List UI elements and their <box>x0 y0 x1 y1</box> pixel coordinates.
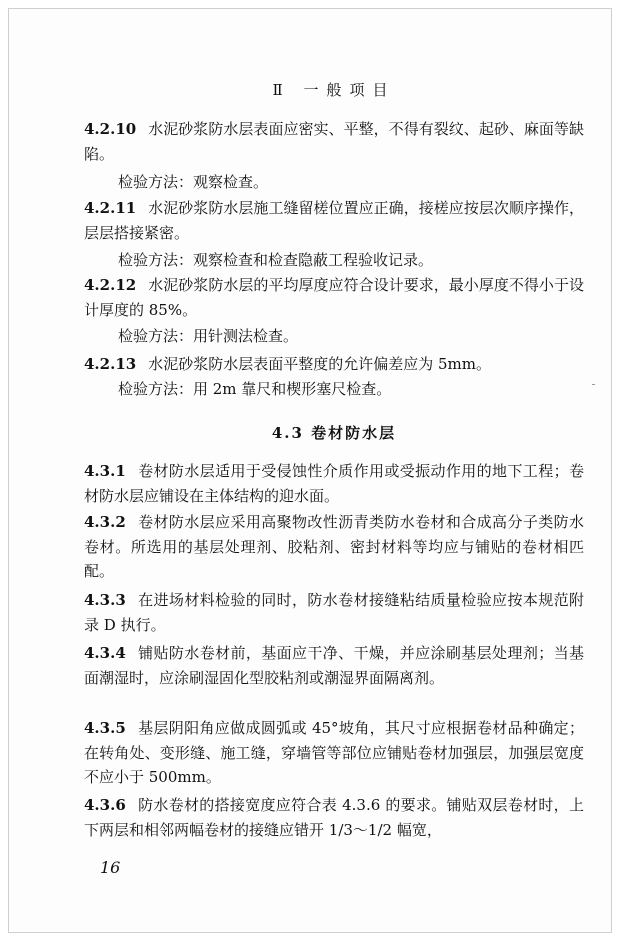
clause-4-3-1 <box>84 459 584 508</box>
clause-number: 4.3.1 <box>84 462 126 480</box>
clause-4-3-4 <box>84 641 584 690</box>
clause-4-3-6 <box>84 793 584 842</box>
clause-number: 4.2.10 <box>84 120 137 138</box>
clause-text: 防水卷材的搭接宽度应符合表 4.3.6 的要求。铺贴双层卷材时，上下两层和相邻两幅卷材的接缝应错开 1/3～1/2 幅宽， <box>84 796 584 839</box>
clause-text: 水泥砂浆防水层的平均厚度应符合设计要求，最小厚度不得小于设计厚度的 85%。 <box>84 276 584 319</box>
clause-number: 4.2.13 <box>84 355 137 373</box>
clause-number: 4.2.11 <box>84 199 137 217</box>
clause-text: 卷材防水层应采用高聚物改性沥青类防水卷材和合成高分子类防水卷材。所选用的基层处理剂、胶粘剂、密封材料等均应与铺贴的卷材相匹配。 <box>84 513 584 580</box>
clause-number: 4.3.4 <box>84 644 126 662</box>
clause-text: 卷材防水层适用于受侵蚀性介质作用或受振动作用的地下工程；卷材防水层应铺设在主体结构的迎水面。 <box>84 462 584 505</box>
clause-4-2-11 <box>84 196 584 245</box>
section-heading-general-items: Ⅱ 一般项目 <box>272 81 396 99</box>
clause-number: 4.2.12 <box>84 276 137 294</box>
clause-number: 4.3.6 <box>84 796 126 814</box>
clause-number: 4.3.5 <box>84 719 126 737</box>
clause-4-2-13 <box>84 352 584 377</box>
inspection-method: 检验方法：用针测法检查。 <box>118 327 299 345</box>
clause-4-3-5 <box>84 716 584 790</box>
inspection-method: 检验方法：观察检查和检查隐蔽工程验收记录。 <box>118 251 434 269</box>
section-heading-membrane-layer: 4.3 卷材防水层 <box>271 424 397 442</box>
clause-text: 水泥砂浆防水层表面应密实、平整，不得有裂纹、起砂、麻面等缺陷。 <box>84 120 584 163</box>
clause-number: 4.3.3 <box>84 591 126 609</box>
clause-4-3-2 <box>84 510 584 584</box>
clause-text: 在进场材料检验的同时，防水卷材接缝粘结质量检验应按本规范附录 D 执行。 <box>84 591 584 634</box>
page-number: 16 <box>100 858 121 877</box>
clause-4-2-10 <box>84 117 584 166</box>
clause-text: 水泥砂浆防水层施工缝留槎位置应正确，接槎应按层次顺序操作，层层搭接紧密。 <box>84 199 584 242</box>
clause-number: 4.3.2 <box>84 513 126 531</box>
scan-speck <box>592 384 595 385</box>
clause-4-3-3 <box>84 588 584 637</box>
clause-text: 铺贴防水卷材前，基面应干净、干燥，并应涂刷基层处理剂；当基面潮湿时，应涂刷湿固化型胶粘剂或潮湿界面隔离剂。 <box>84 644 584 687</box>
inspection-method: 检验方法：观察检查。 <box>118 173 269 191</box>
clause-text: 水泥砂浆防水层表面平整度的允许偏差应为 5mm。 <box>148 355 491 373</box>
clause-text: 基层阴阳角应做成圆弧或 45°坡角，其尺寸应根据卷材品种确定；在转角处、变形缝、施工缝，穿墙管等部位应铺贴卷材加强层，加强层宽度不应小于 500mm。 <box>84 719 584 786</box>
inspection-method: 检验方法：用 2m 靠尺和楔形塞尺检查。 <box>118 380 392 398</box>
clause-4-2-12 <box>84 273 584 322</box>
